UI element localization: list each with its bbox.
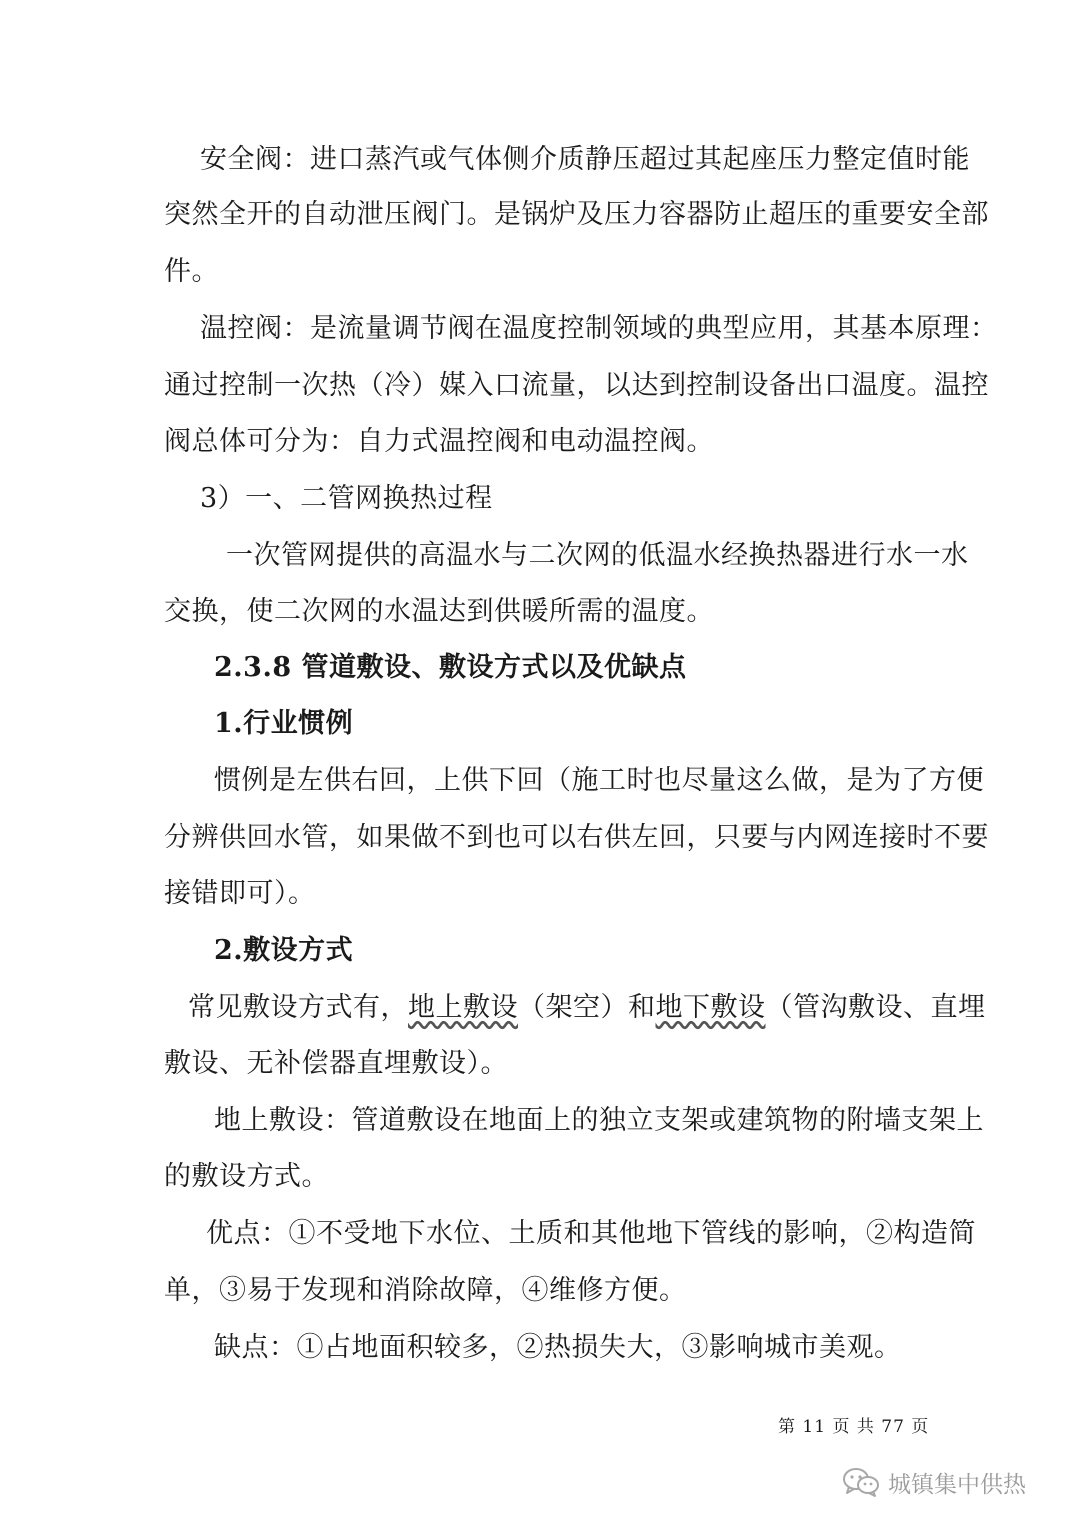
temp-valve-line-3: 阀总体可分为：自力式温控阀和电动温控阀。 — [164, 426, 714, 457]
methods-text-c: （架空）和 — [518, 992, 656, 1023]
above-ground-term: 地上敷设 — [408, 992, 518, 1023]
advantages-line-2: 单，③易于发现和消除故障，④维修方便。 — [164, 1275, 687, 1306]
underground-term: 地下敷设 — [655, 992, 766, 1023]
section-heading: 2.3.8 管道敷设、敷设方式以及优缺点 — [214, 652, 687, 683]
methods-line-1 — [188, 990, 986, 1026]
temp-valve-line-1: 温控阀：是流量调节阀在温度控制领域的典型应用，其基本原理： — [200, 313, 998, 344]
industry-line-3: 接错即可）。 — [164, 878, 316, 909]
above-ground-line-1: 地上敷设：管道敷设在地面上的独立支架或建筑物的附墙支架上 — [214, 1105, 984, 1136]
subsection-heading-industry: 1.行业惯例 — [214, 708, 354, 739]
industry-line-1: 惯例是左供右回，上供下回（施工时也尽量这么做，是为了方便 — [214, 765, 984, 796]
methods-text-a: 常见敷设方式有， — [188, 992, 408, 1023]
above-ground-line-2: 的敷设方式。 — [164, 1161, 329, 1192]
methods-line-2: 敷设、无补偿器直埋敷设）。 — [164, 1048, 508, 1079]
temp-valve-line-2: 通过控制一次热（冷）媒入口流量，以达到控制设备出口温度。温控 — [164, 370, 989, 401]
page-number: 第 11 页 共 77 页 — [778, 1417, 930, 1437]
subsection-heading-methods: 2.敷设方式 — [214, 935, 354, 966]
methods-text-e: （管沟敷设、直埋 — [765, 992, 986, 1023]
watermark-text: 城镇集中供热 — [888, 1471, 1026, 1498]
safety-valve-line-2: 突然全开的自动泄压阀门。是锅炉及压力容器防止超压的重要安全部 — [164, 199, 989, 230]
safety-valve-line-3: 件。 — [164, 256, 219, 287]
heat-exchange-line-1: 一次管网提供的高温水与二次网的低温水经换热器进行水一水 — [226, 540, 969, 571]
disadvantages-line: 缺点：①占地面积较多，②热损失大，③影响城市美观。 — [214, 1332, 902, 1363]
heat-exchange-line-2: 交换，使二次网的水温达到供暖所需的温度。 — [164, 596, 714, 627]
watermark — [842, 1462, 1026, 1502]
safety-valve-line-1: 安全阀：进口蒸汽或气体侧介质静压超过其起座压力整定值时能 — [200, 144, 970, 175]
wechat-icon — [842, 1466, 880, 1498]
heat-exchange-title: 3）一、二管网换热过程 — [200, 483, 493, 514]
industry-line-2: 分辨供回水管，如果做不到也可以右供左回，只要与内网连接时不要 — [164, 822, 989, 853]
advantages-line-1: 优点：①不受地下水位、土质和其他地下管线的影响，②构造简 — [206, 1218, 976, 1249]
